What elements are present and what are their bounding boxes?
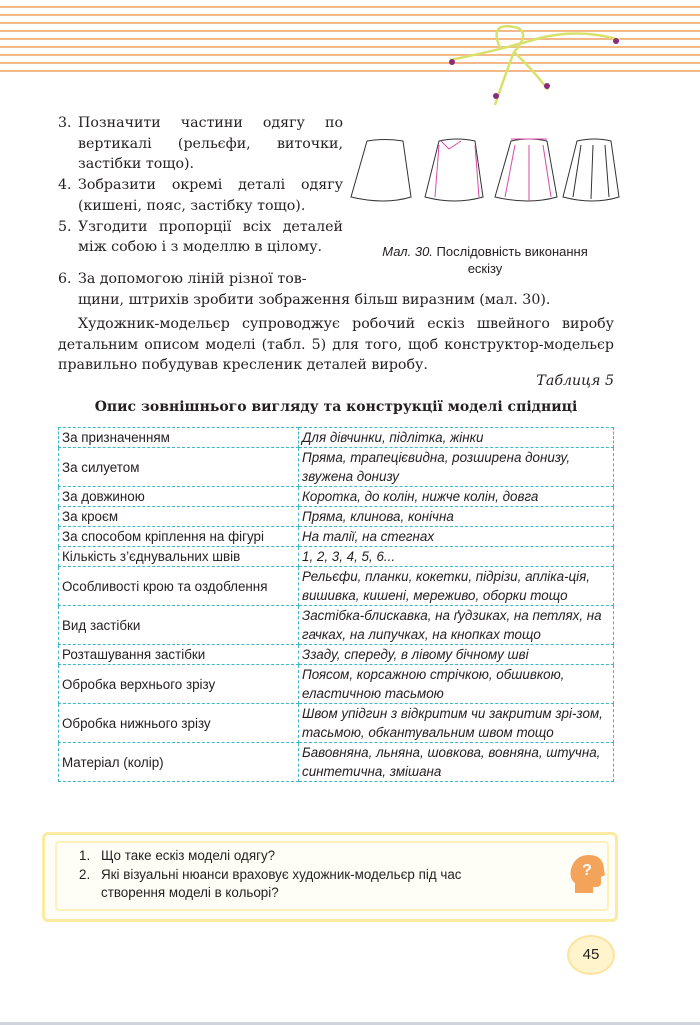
questions-list xyxy=(79,847,519,903)
table-label: Таблиця 5 xyxy=(536,373,614,389)
step-text: Зобразити окремі деталі одягу (кишені, пояс, застібку тощо). xyxy=(78,177,343,214)
header-decoration xyxy=(0,0,700,80)
step-number: 6. xyxy=(58,271,72,287)
row-label: Матеріал (колір) xyxy=(59,743,299,782)
step-number: 5. xyxy=(58,218,72,235)
skirt-sketch-4 xyxy=(563,139,619,201)
table-row xyxy=(59,704,614,743)
table-row xyxy=(59,507,614,527)
row-label: За призначенням xyxy=(59,428,299,448)
row-value: Пряма, клинова, конічна xyxy=(299,507,614,527)
row-value: Коротка, до колін, нижче колін, довга xyxy=(299,487,614,507)
table-row xyxy=(59,606,614,645)
table-row xyxy=(59,527,614,547)
ribbon-bow-icon xyxy=(440,20,630,110)
row-label: За кроєм xyxy=(59,507,299,527)
row-value: 1, 2, 3, 4, 5, 6... xyxy=(299,547,614,567)
skirt-description-table xyxy=(58,427,614,782)
row-value: Бавовняна, льняна, шовкова, вовняна, штучна, синтетична, змішана xyxy=(299,743,614,782)
step-5 xyxy=(58,217,343,258)
step-text: Позначити частини одягу по вертикалі (рельєфи, виточки, застібки тощо). xyxy=(78,115,343,173)
figure-caption xyxy=(380,243,590,277)
step-3 xyxy=(58,113,343,175)
question-item xyxy=(79,847,519,866)
row-value: Швом упідгин з відкритим чи закритим зрі-зом, тасьмою, обкантувальним швом тощо xyxy=(299,704,614,743)
question-number: 1. xyxy=(79,848,91,863)
step-text-line-1: За допомогою ліній різної тов- xyxy=(78,271,307,287)
figure-caption-text: Послідовність виконання ескізу xyxy=(436,244,588,276)
question-item xyxy=(79,866,519,903)
row-value: Для дівчинки, підлітка, жінки xyxy=(299,428,614,448)
row-label: Кількість з’єднувальних швів xyxy=(59,547,299,567)
table-row xyxy=(59,448,614,487)
svg-text:?: ? xyxy=(582,862,592,879)
question-text: Які візуальні нюанси враховує художник-модельєр під час створення моделі в кольорі? xyxy=(101,866,462,900)
table-row xyxy=(59,665,614,704)
row-label: Обробка нижнього зрізу xyxy=(59,704,299,743)
row-value: Застібка-блискавка, на ґудзиках, на петлях, на гачках, на липучках, на кнопках тощо xyxy=(299,606,614,645)
page-number: 45 xyxy=(567,935,615,975)
body-paragraph: Художник-модельєр супроводжує робочий ескіз швейного виробу детальним описом моделі (табл. 5) для того, щоб конструктор-модельєр правильно побудував кресленик деталей виробу. xyxy=(58,316,614,374)
row-label: Розташування застібки xyxy=(59,645,299,665)
step-4 xyxy=(58,175,343,216)
table-row xyxy=(59,487,614,507)
figure-label: Мал. 30. xyxy=(382,244,433,259)
row-label: Вид застібки xyxy=(59,606,299,645)
row-label: За довжиною xyxy=(59,487,299,507)
row-value: Пряма, трапецієвидна, розширена донизу, звужена донизу xyxy=(299,448,614,487)
question-text: Що таке ескіз моделі одягу? xyxy=(101,848,276,863)
row-value: Ззаду, спереду, в лівому бічному шві xyxy=(299,645,614,665)
step-text-line-2: щини, штрихів зробити зображення більш виразним (мал. 30). xyxy=(78,291,551,308)
step-text: Узгодити пропорції всіх деталей між собою і з моделлю в цілому. xyxy=(78,218,343,256)
question-number: 2. xyxy=(79,866,91,882)
row-value: Рельєфи, планки, кокетки, підрізи, апліка-ція, вишивка, кишені, мереживо, оборки тощо xyxy=(299,567,614,606)
row-value: На талії, на стегнах xyxy=(299,527,614,547)
questions-box xyxy=(42,832,618,922)
step-number: 4. xyxy=(58,177,72,194)
row-label: За способом кріплення на фігурі xyxy=(59,527,299,547)
row-label: За силуетом xyxy=(59,448,299,487)
step-number: 3. xyxy=(58,115,72,131)
skirt-sketch-2 xyxy=(425,139,483,201)
table-row xyxy=(59,743,614,782)
row-label: Особливості крою та оздоблення xyxy=(59,567,299,606)
table-title: Опис зовнішнього вигляду та конструкції моделі спідниці xyxy=(94,399,578,415)
table-row xyxy=(59,547,614,567)
row-value: Поясом, корсажною стрічкою, обшивкою, еластичною тасьмою xyxy=(299,665,614,704)
row-label: Обробка верхнього зрізу xyxy=(59,665,299,704)
skirt-sketch-1 xyxy=(351,140,411,202)
skirt-sketch-figure xyxy=(345,135,620,210)
table-row xyxy=(59,428,614,448)
steps-list xyxy=(58,113,343,258)
table-row xyxy=(59,645,614,665)
skirt-sketch-3 xyxy=(495,139,557,201)
head-question-icon xyxy=(567,853,607,897)
table-row xyxy=(59,567,614,606)
